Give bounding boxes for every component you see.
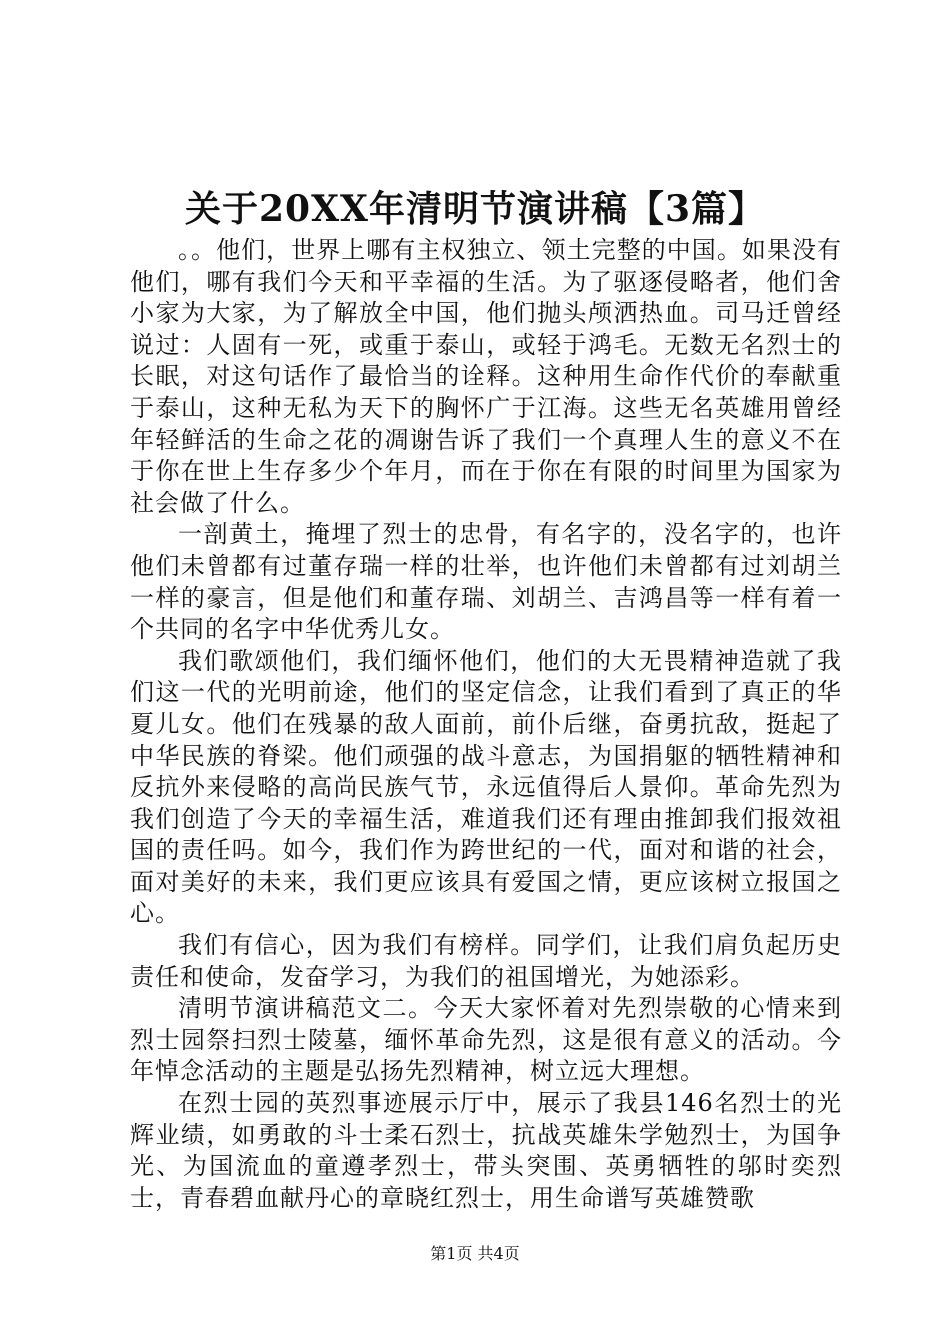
paragraph-6: 在烈士园的英烈事迹展示厅中，展示了我县146名烈士的光辉业绩，如勇敢的斗士柔石烈士，抗战英雄朱学勉烈士，为国争光、为国流血的童遵孝烈士，带头突围、英勇牺牲的邬时奕烈士，青春碧血献丹心的章晓红烈士，用生命谱写英雄赞歌 [130,1089,842,1212]
paragraph-1: 。。他们，世界上哪有主权独立、领土完整的中国。如果没有他们，哪有我们今天和平幸福的生活。为了驱逐侵略者，他们舍小家为大家，为了解放全中国，他们抛头颅洒热血。司马迁曾经说过：人固有一死，或重于泰山，或轻于鸿毛。无数无名烈士的长眠，对这句话作了最恰当的诠释。这种用生命作代价的奉献重于泰山，这种无私为天下的胸怀广于江海。这些无名英雄用曾经年轻鲜活的生命之花的凋谢告诉了我们一个真理人生的意义不在于你在世上生存多少个年月，而在于你在有限的时间里为国家为社会做了什么。 [130,236,842,517]
paragraph-3: 我们歌颂他们，我们缅怀他们，他们的大无畏精神造就了我们这一代的光明前途，他们的坚定信念，让我们看到了真正的华夏儿女。他们在残暴的敌人面前，前仆后继，奋勇抗敌，挺起了中华民族的脊梁。他们顽强的战斗意志，为国捐躯的牺牲精神和反抗外来侵略的高尚民族气节，永远值得后人景仰。革命先烈为我们创造了今天的幸福生活，难道我们还有理由推卸我们报效祖国的责任吗。如今，我们作为跨世纪的一代，面对和谐的社会，面对美好的未来，我们更应该具有爱国之情，更应该树立报国之心。 [130,646,842,928]
document-body [130,235,842,1214]
paragraph-4: 我们有信心，因为我们有榜样。同学们，让我们肩负起历史责任和使命，发奋学习，为我们的祖国增光，为她添彩。 [130,931,842,991]
page-footer: 第1页 共4页 [430,1244,520,1263]
paragraph-5: 清明节演讲稿范文二。今天大家怀着对先烈崇敬的心情来到烈士园祭扫烈士陵墓，缅怀革命先烈，这是很有意义的活动。今年悼念活动的主题是弘扬先烈精神，树立远大理想。 [130,994,842,1086]
paragraph-2: 一剖黄土，掩埋了烈士的忠骨，有名字的，没名字的，也许他们未曾都有过董存瑞一样的壮举，也许他们未曾都有过刘胡兰一样的豪言，但是他们和董存瑞、刘胡兰、吉鸿昌等一样有着一个共同的名字中华优秀儿女。 [130,520,842,644]
document-title: 关于20XX年清明节演讲稿【3篇】 [184,188,765,230]
